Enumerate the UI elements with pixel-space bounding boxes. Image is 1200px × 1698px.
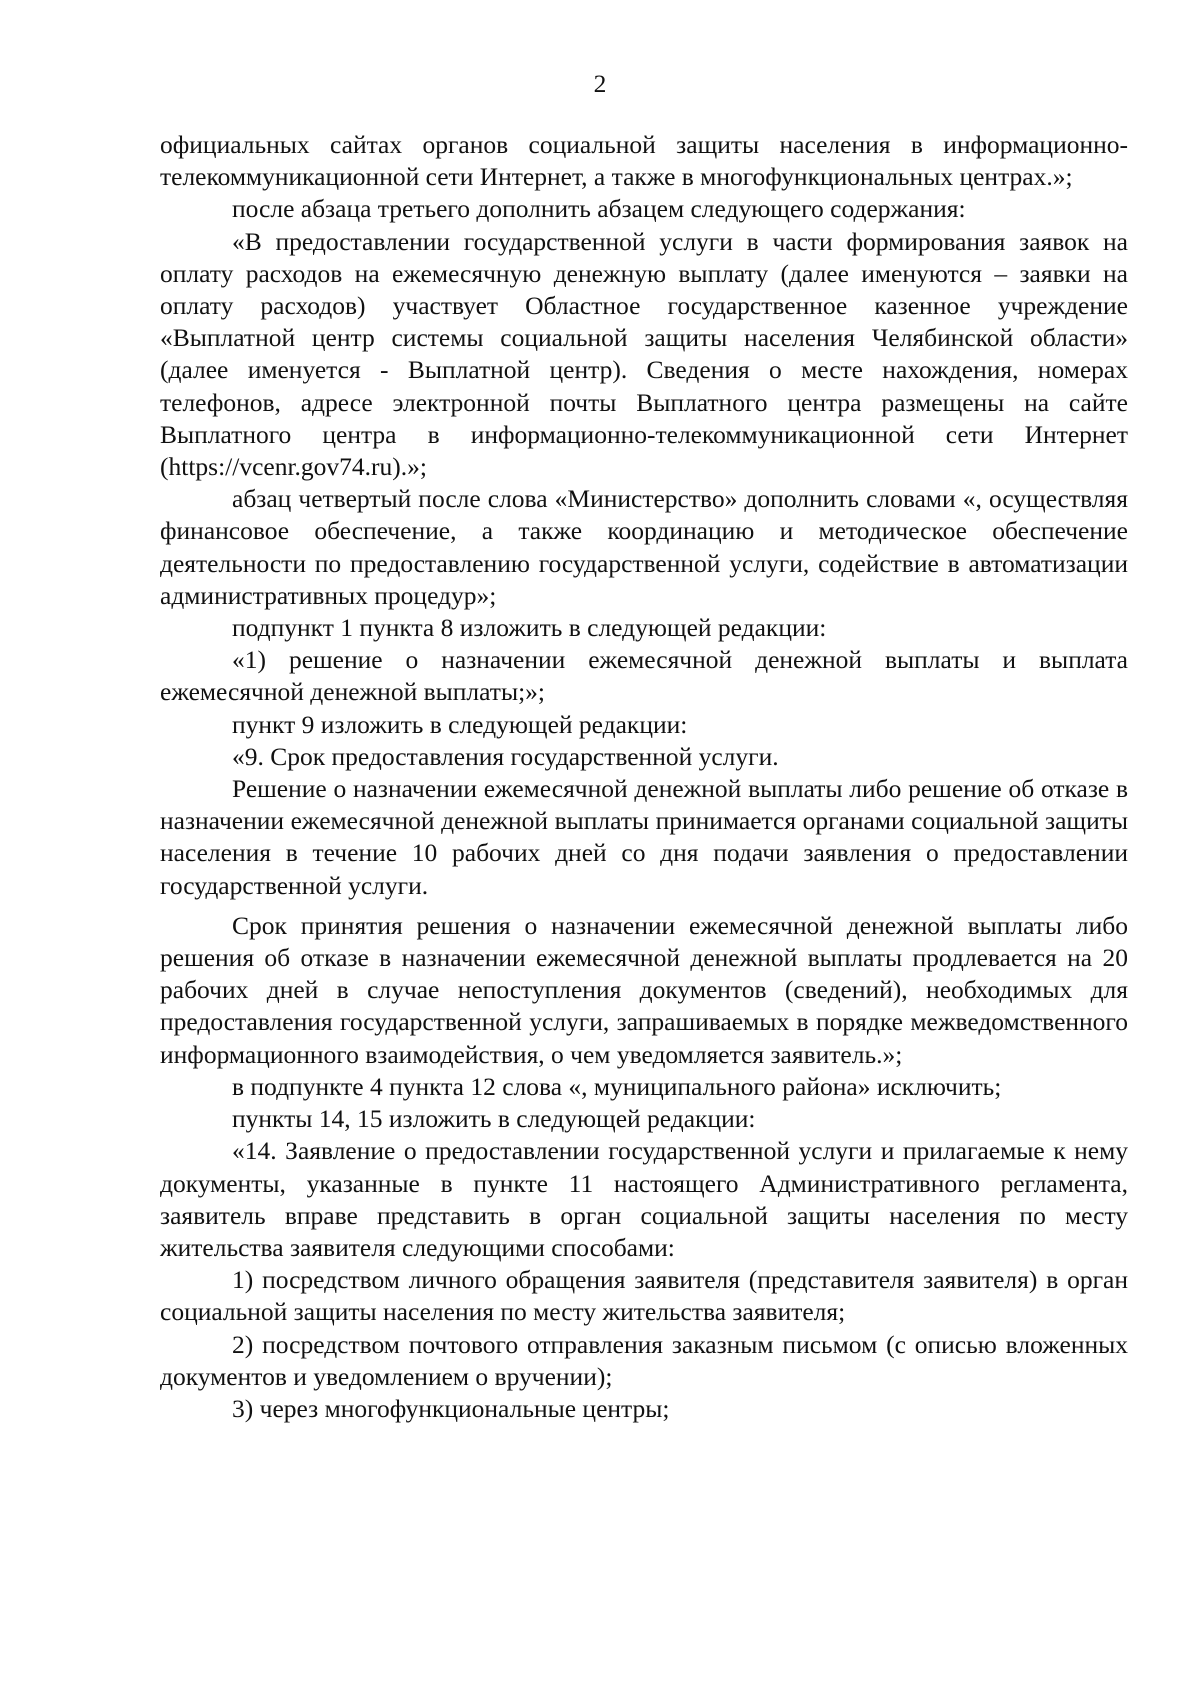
- paragraph: подпункт 1 пункта 8 изложить в следующей редакции:: [232, 613, 827, 643]
- paragraph: в подпункте 4 пункта 12 слова «, муниципального района» исключить;: [232, 1071, 1002, 1101]
- paragraph: «14. Заявление о предоставлении государственной услуги и прилагаемые к нему документы, указанные в пункте 11 настоящего Административного регламента, заявитель вправе представить в орган социальной защиты населения по месту жительства заявителя следующими способами:: [160, 1136, 1128, 1262]
- paragraph: 3) через многофункциональные центры;: [232, 1393, 670, 1423]
- document-body: [160, 129, 1128, 1425]
- paragraph: пункт 9 изложить в следующей редакции:: [232, 709, 688, 739]
- paragraph: Срок принятия решения о назначении ежемесячной денежной выплаты либо решения об отказе в назначении ежемесячной денежной выплаты продлевается на 20 рабочих дней в случае непоступления документов (сведений), необходимых для предоставления государственной услуги, запрашиваемых в порядке межведомственного информационного взаимодействия, о чем уведомляется заявитель.»;: [160, 910, 1128, 1069]
- paragraph: пункты 14, 15 изложить в следующей редакции:: [232, 1104, 756, 1134]
- paragraph: абзац четвертый после слова «Министерство» дополнить словами «, осуществляя финансовое обеспечение, а также координацию и методическое обеспечение деятельности по предоставлению государственной услуги, содействие в автоматизации административных процедур»;: [160, 484, 1128, 610]
- paragraph: 1) посредством личного обращения заявителя (представителя заявителя) в орган социальной защиты населения по месту жительства заявителя;: [160, 1265, 1128, 1327]
- paragraph: 2) посредством почтового отправления заказным письмом (с описью вложенных документов и уведомлением о вручении);: [160, 1329, 1128, 1391]
- paragraph: после абзаца третьего дополнить абзацем следующего содержания:: [232, 194, 966, 224]
- paragraph: «В предоставлении государственной услуги в части формирования заявок на оплату расходов на ежемесячную денежную выплату (далее именуются – заявки на оплату расходов) участвует Областное государственное казенное учреждение «Выплатной центр системы социальной защиты населения Челябинской области» (далее именуется - Выплатной центр). Сведения о месте нахождения, номерах телефонов, адресе электронной почты Выплатного центра размещены на сайте Выплатного центра в информационно-телекоммуникационной сети Интернет (https://vcenr.gov74.ru).»;: [160, 226, 1128, 482]
- paragraph: Решение о назначении ежемесячной денежной выплаты либо решение об отказе в назначении ежемесячной денежной выплаты принимается органами социальной защиты населения в течение 10 рабочих дней со дня подачи заявления о предоставлении государственной услуги.: [160, 774, 1128, 900]
- page-number: 2: [593, 69, 607, 98]
- paragraph: «9. Срок предоставления государственной услуги.: [232, 741, 779, 771]
- paragraph: «1) решение о назначении ежемесячной денежной выплаты и выплата ежемесячной денежной выплаты;»;: [160, 645, 1128, 707]
- paragraph: официальных сайтах органов социальной защиты населения в информационно-телекоммуникационной сети Интернет, а также в многофункциональных центрах.»;: [160, 130, 1128, 192]
